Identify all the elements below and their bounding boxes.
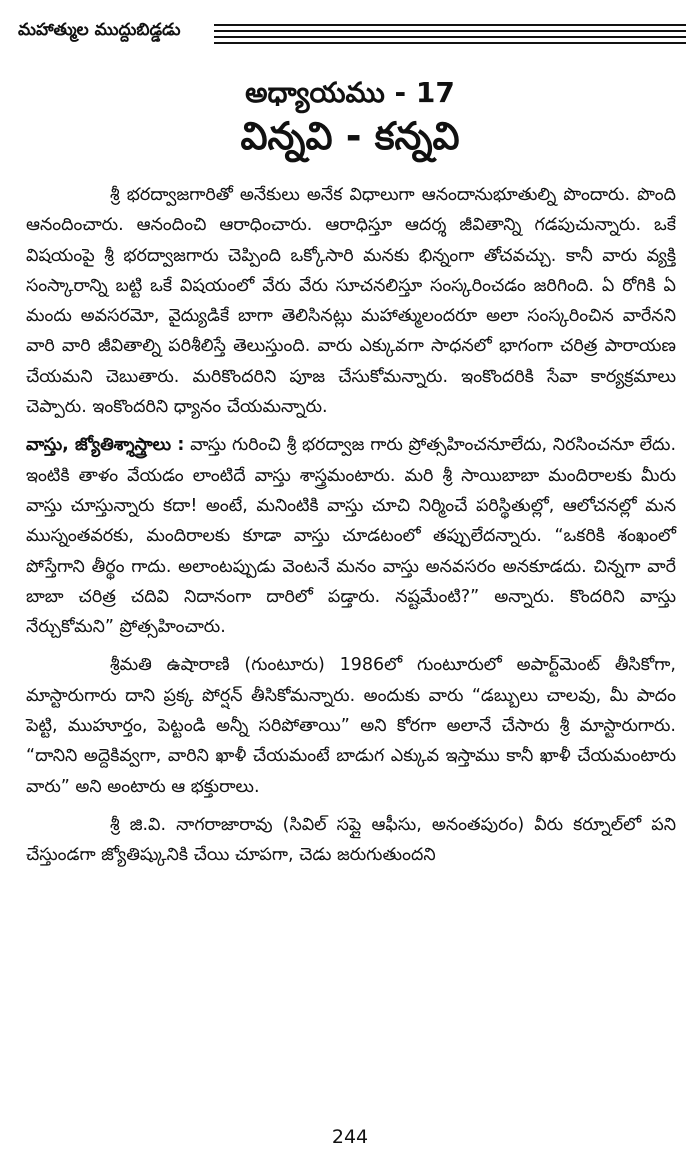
chapter-number: అధ్యాయము - 17 — [245, 76, 455, 109]
paragraph — [26, 430, 676, 642]
header-rule — [214, 36, 686, 38]
chapter-title: విన్నవి - కన్నవి — [240, 114, 460, 158]
running-title: మహాత్ముల ముద్దుబిడ్డడు — [18, 20, 181, 40]
page-number: 244 — [331, 1126, 369, 1148]
header-rule — [214, 42, 686, 44]
paragraph — [26, 180, 676, 422]
paragraph-text: శ్రీ భరద్వాజగారితో అనేకులు అనేక విధాలుగా ఆనందానుభూతుల్ని పొందారు. పొంది ఆనందించారు. ఆనందించి ఆరాధించారు. ఆరాధిస్తూ ఆదర్శ జీవితాన్ని గడపుచున్నారు. ఒకే విషయంపై శ్రీ భరద్వాజగారు చెప్పింది ఒక్కోసారి మనకు భిన్నంగా తోచవచ్చు. కానీ వారు వ్యక్తి సంస్కారాన్ని బట్టి ఒకే విషయంలో వేరు వేరు సూచనలిస్తూ సంస్కరించడం జరిగింది. ఏ రోగికి ఏ మందు అవసరమో, వైద్యుడికే బాగా తెలిసినట్లు మహాత్ములందరూ అలా సంస్కరించిన వారేనని వారి వారి జీవితాల్ని పరిశీలిస్తే తెలుస్తుంది. వారు ఎక్కువగా సాధనలో భాగంగా చరిత్ర పారాయణ చేయమని చెబుతారు. మరికొందరిని పూజ చేసుకోమన్నారు. ఇంకొందరికి సేవా కార్యక్రమాలు చెప్పారు. ఇంకొందరిని ధ్యానం చేయమన్నారు. — [26, 185, 676, 418]
paragraph-text: శ్రీ జి.వి. నాగరాజారావు (సివిల్ సప్లై ఆఫీసు, అనంతపురం) వీరు కర్నూల్‌లో పని చేస్తుండగా జ్యోతిష్కునికి చేయి చూపగా, చెడు జరుగుతుందని — [26, 814, 676, 866]
header-rule — [214, 30, 686, 32]
chapter-body — [26, 180, 676, 879]
paragraph-lead: వాస్తు, జ్యోతిశ్శాస్త్రాలు : — [26, 435, 185, 456]
header-rules — [214, 24, 686, 48]
header-rule — [214, 24, 686, 26]
paragraph-text: శ్రీమతి ఉషారాణి (గుంటూరు) 1986లో గుంటూరులో అపార్ట్‌మెంట్ తీసికోగా, మాస్టారుగారు దాని ప్రక్క పోర్షన్ తీసికోమన్నారు. అందుకు వారు “డబ్బులు చాలవు, మీ పాదం పెట్టి, ముహూర్తం, పెట్టండి అన్నీ సరిపోతాయి” అని కోరగా అలానే చేసారు శ్రీ మాస్టారుగారు. “దానిని అద్దెకివ్వగా, వారిని ఖాళీ చేయమంటే బాడుగ ఎక్కువ ఇస్తాము కానీ ఖాళీ చేయమంటారు వారు” అని అంటారు ఆ భక్తురాలు. — [26, 655, 676, 797]
paragraph-text: వాస్తు గురించి శ్రీ భరద్వాజ గారు ప్రోత్సహించనూలేదు, నిరసించనూ లేదు. ఇంటికి తాళం వేయడం లాంటిదే వాస్తు శాస్త్రమంటారు. మరి శ్రీ సాయిబాబా మందిరాలకు మీరు వాస్తు చూస్తున్నారు కదా! అంటే, మనింటికి వాస్తు చూచి నిర్మించే పరిస్థితుల్లో, ఆలోచనల్లో మన ముస్నంతవరకు, మందిరాలకు కూడా వాస్తు చూడటంలో తప్పులేదన్నారు. “ఒకరికి శంఖంలో పోస్తేగాని తీర్థం గాదు. అలాంటప్పుడు వెంటనే మనం వాస్తు అనవసరం అనకూడదు. చిన్నగా వారే బాబా చరిత్ర చదివి నిదానంగా దారిలో పడ్తారు. నష్టమేంటి?” అన్నారు. కొందరిని వాస్తు నేర్చుకోమని” ప్రోత్సహించారు. — [26, 435, 677, 638]
paragraph — [26, 810, 676, 871]
page-header — [18, 18, 686, 48]
paragraph — [26, 650, 676, 801]
